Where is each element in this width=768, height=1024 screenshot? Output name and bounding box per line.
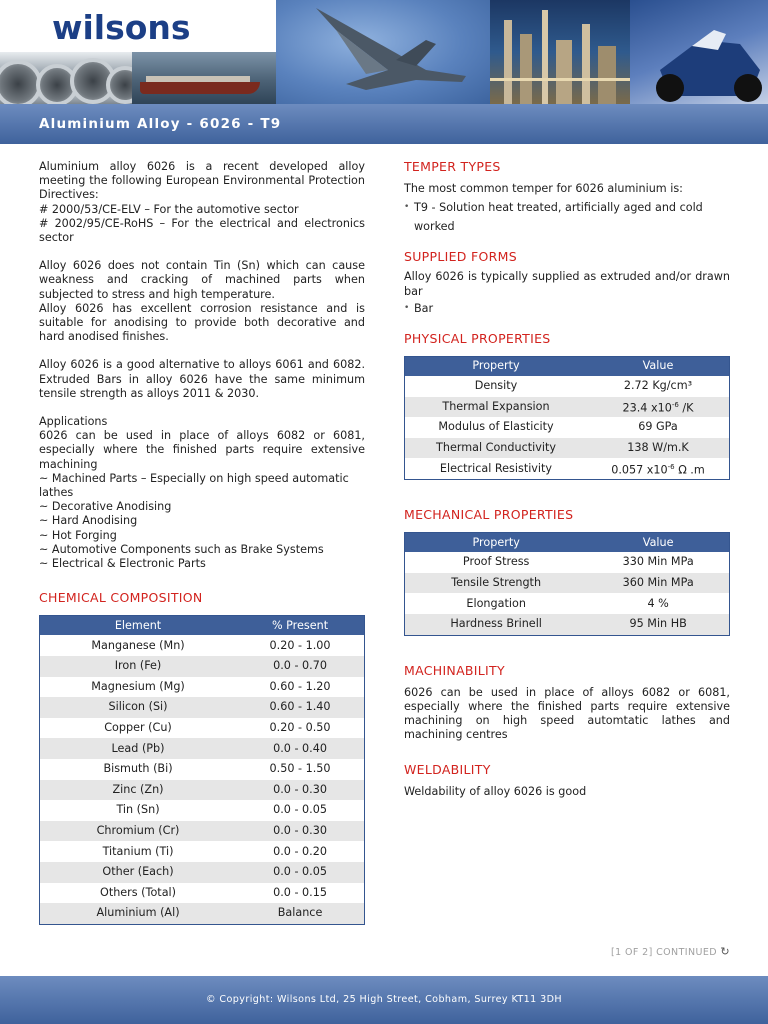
value-cell: 360 Min MPa — [587, 573, 729, 594]
value-cell: 0.0 - 0.40 — [236, 738, 364, 759]
property-cell: Thermal Expansion — [405, 397, 587, 418]
property-cell: Elongation — [405, 593, 588, 614]
table-row — [40, 780, 365, 801]
value-cell: 4 % — [587, 593, 729, 614]
value-cell: 69 GPa — [587, 417, 730, 438]
property-cell: Silicon (Si) — [40, 697, 237, 718]
property-cell: Manganese (Mn) — [40, 635, 237, 656]
column-header: Property — [405, 533, 588, 553]
column-header: % Present — [236, 616, 364, 636]
property-cell: Aluminium (Al) — [40, 903, 237, 924]
page-footer — [0, 976, 768, 1024]
table-row — [405, 397, 730, 418]
supplied-item: • Bar — [404, 299, 730, 318]
chemical-composition-heading: CHEMICAL COMPOSITION — [39, 590, 203, 606]
application-item: ~ Hot Forging — [39, 528, 117, 542]
table-row — [405, 593, 730, 614]
table-row — [40, 883, 365, 904]
machinability-text: 6026 can be used in place of alloys 6082 or 6081, especially where the finished parts require extensive machining on high speed automtatic lathes and machining centres — [404, 685, 730, 742]
supplied-intro: Alloy 6026 is typically supplied as extruded and/or drawn bar — [404, 270, 730, 298]
property-cell: Titanium (Ti) — [40, 841, 237, 862]
value-cell: 2.72 Kg/cm³ — [587, 376, 730, 397]
property-cell: Density — [405, 376, 587, 397]
property-cell: Thermal Conductivity — [405, 438, 587, 459]
wilsons-logo[interactable]: wilsons — [52, 8, 191, 47]
title-bar — [0, 104, 768, 144]
copyright-text: © Copyright: Wilsons Ltd, 25 High Street, Cobham, Surrey KT11 3DH — [205, 994, 563, 1005]
temper-item: • T9 - Solution heat treated, artificially aged and cold worked — [404, 198, 730, 236]
value-cell: 0.50 - 1.50 — [236, 759, 364, 780]
column-header: Element — [40, 616, 237, 636]
value-cell: 0.057 $x10^{-6}$ Ω .m — [587, 458, 730, 479]
weldability-text: Weldability of alloy 6026 is good — [404, 784, 587, 798]
refinery-image — [490, 0, 630, 104]
value-cell: 0.0 - 0.05 — [236, 862, 364, 883]
property-cell: Lead (Pb) — [40, 738, 237, 759]
page-title: Aluminium Alloy - 6026 - T9 — [39, 116, 282, 132]
application-item: ~ Automotive Components such as Brake Systems — [39, 542, 324, 556]
mechanical-properties-heading: MECHANICAL PROPERTIES — [404, 506, 574, 522]
table-row — [405, 438, 730, 459]
column-header: Value — [587, 533, 729, 553]
continue-arrow-icon: ↻ — [720, 945, 730, 958]
supplied-forms-heading: SUPPLIED FORMS — [404, 249, 517, 265]
fighter-jet-image — [276, 0, 490, 104]
table-row — [40, 841, 365, 862]
table-row — [40, 821, 365, 842]
table-row — [40, 656, 365, 677]
property-cell: Proof Stress — [405, 552, 588, 573]
table-row — [40, 903, 365, 924]
table-row — [40, 738, 365, 759]
property-cell: Chromium (Cr) — [40, 821, 237, 842]
application-item: ~ Decorative Anodising — [39, 500, 172, 514]
value-cell: 0.20 - 0.50 — [236, 718, 364, 739]
directive-2: # 2002/95/CE-RoHS – For the electrical and electronics sector — [39, 216, 365, 245]
table-row — [405, 417, 730, 438]
value-cell: 0.0 - 0.30 — [236, 780, 364, 801]
property-cell: Copper (Cu) — [40, 718, 237, 739]
left-column — [39, 160, 365, 925]
table-row — [405, 376, 730, 397]
table-row — [405, 458, 730, 479]
table-row — [40, 718, 365, 739]
temper-types-heading: TEMPER TYPES — [404, 159, 501, 174]
table-row — [405, 552, 730, 573]
value-cell: 0.0 - 0.20 — [236, 841, 364, 862]
temper-intro: The most common temper for 6026 aluminium is: — [404, 182, 683, 196]
property-cell: Zinc (Zn) — [40, 780, 237, 801]
table-row — [40, 677, 365, 698]
property-cell: Electrical Resistivity — [405, 458, 587, 479]
column-header: Property — [405, 357, 587, 377]
applications-title: Applications — [39, 415, 108, 429]
value-cell: 0.0 - 0.05 — [236, 800, 364, 821]
table-row — [40, 759, 365, 780]
tin-paragraph: Alloy 6026 does not contain Tin (Sn) which can cause weakness and cracking of machined parts when subjected to stress and high temperature. — [39, 259, 365, 301]
weldability-heading: WELDABILITY — [404, 761, 491, 777]
applications-intro: 6026 can be used in place of alloys 6082 or 6081, especially where the finished parts require extensive machining — [39, 429, 365, 471]
value-cell: 0.20 - 1.00 — [236, 635, 364, 656]
table-row — [40, 800, 365, 821]
application-item: ~ Machined Parts – Especially on high speed automatic lathes — [39, 471, 349, 500]
property-cell: Bismuth (Bi) — [40, 759, 237, 780]
value-cell: 0.60 - 1.40 — [236, 697, 364, 718]
race-car-image — [630, 0, 768, 104]
value-cell: Balance — [236, 903, 364, 924]
property-cell: Others (Total) — [40, 883, 237, 904]
property-cell: Hardness Brinell — [405, 614, 588, 635]
property-cell: Modulus of Elasticity — [405, 417, 587, 438]
alternative-paragraph: Alloy 6026 is a good alternative to alloys 6061 and 6082. Extruded Bars in alloy 6026 have the same minimum tensile strength as alloys 2011 & 2030. — [39, 358, 365, 400]
table-row — [405, 614, 730, 635]
value-cell: 0.0 - 0.70 — [236, 656, 364, 677]
property-cell: Iron (Fe) — [40, 656, 237, 677]
value-cell: 330 Min MPa — [587, 552, 729, 573]
machinability-heading: MACHINABILITY — [404, 662, 505, 678]
value-cell: 23.4 $x10^{-6}$ /K — [587, 397, 730, 418]
property-cell: Tensile Strength — [405, 573, 588, 594]
property-cell: Magnesium (Mg) — [40, 677, 237, 698]
table-row — [40, 862, 365, 883]
property-cell: Tin (Sn) — [40, 800, 237, 821]
value-cell: 0.0 - 0.15 — [236, 883, 364, 904]
table-row — [40, 635, 365, 656]
pipes-image — [0, 52, 132, 104]
intro-text: Aluminium alloy 6026 is a recent developed alloy meeting the following European Environmental Protection Directives: — [39, 160, 365, 202]
column-header: Value — [587, 357, 730, 377]
continued-label: [1 OF 2] CONTINUED — [611, 947, 717, 958]
mechanical-properties-table — [404, 532, 730, 635]
physical-properties-heading: PHYSICAL PROPERTIES — [404, 330, 551, 346]
physical-properties-table — [404, 356, 730, 480]
table-row — [405, 573, 730, 594]
application-item: ~ Hard Anodising — [39, 514, 138, 528]
value-cell: 0.0 - 0.30 — [236, 821, 364, 842]
application-item: ~ Electrical & Electronic Parts — [39, 557, 206, 571]
corrosion-paragraph: Alloy 6026 has excellent corrosion resistance and is suitable for anodising to provide both decorative and hard anodised finishes. — [39, 301, 365, 344]
chemical-composition-table — [39, 615, 365, 924]
directive-1: # 2000/53/CE-ELV – For the automotive sector — [39, 202, 299, 216]
value-cell: 0.60 - 1.20 — [236, 677, 364, 698]
continued-link[interactable] — [611, 945, 730, 958]
cargo-ship-image — [132, 52, 276, 104]
property-cell: Other (Each) — [40, 862, 237, 883]
table-row — [40, 697, 365, 718]
value-cell: 138 W/m.K — [587, 438, 730, 459]
right-column — [404, 160, 730, 799]
page-header — [0, 0, 768, 104]
value-cell: 95 Min HB — [587, 614, 729, 635]
